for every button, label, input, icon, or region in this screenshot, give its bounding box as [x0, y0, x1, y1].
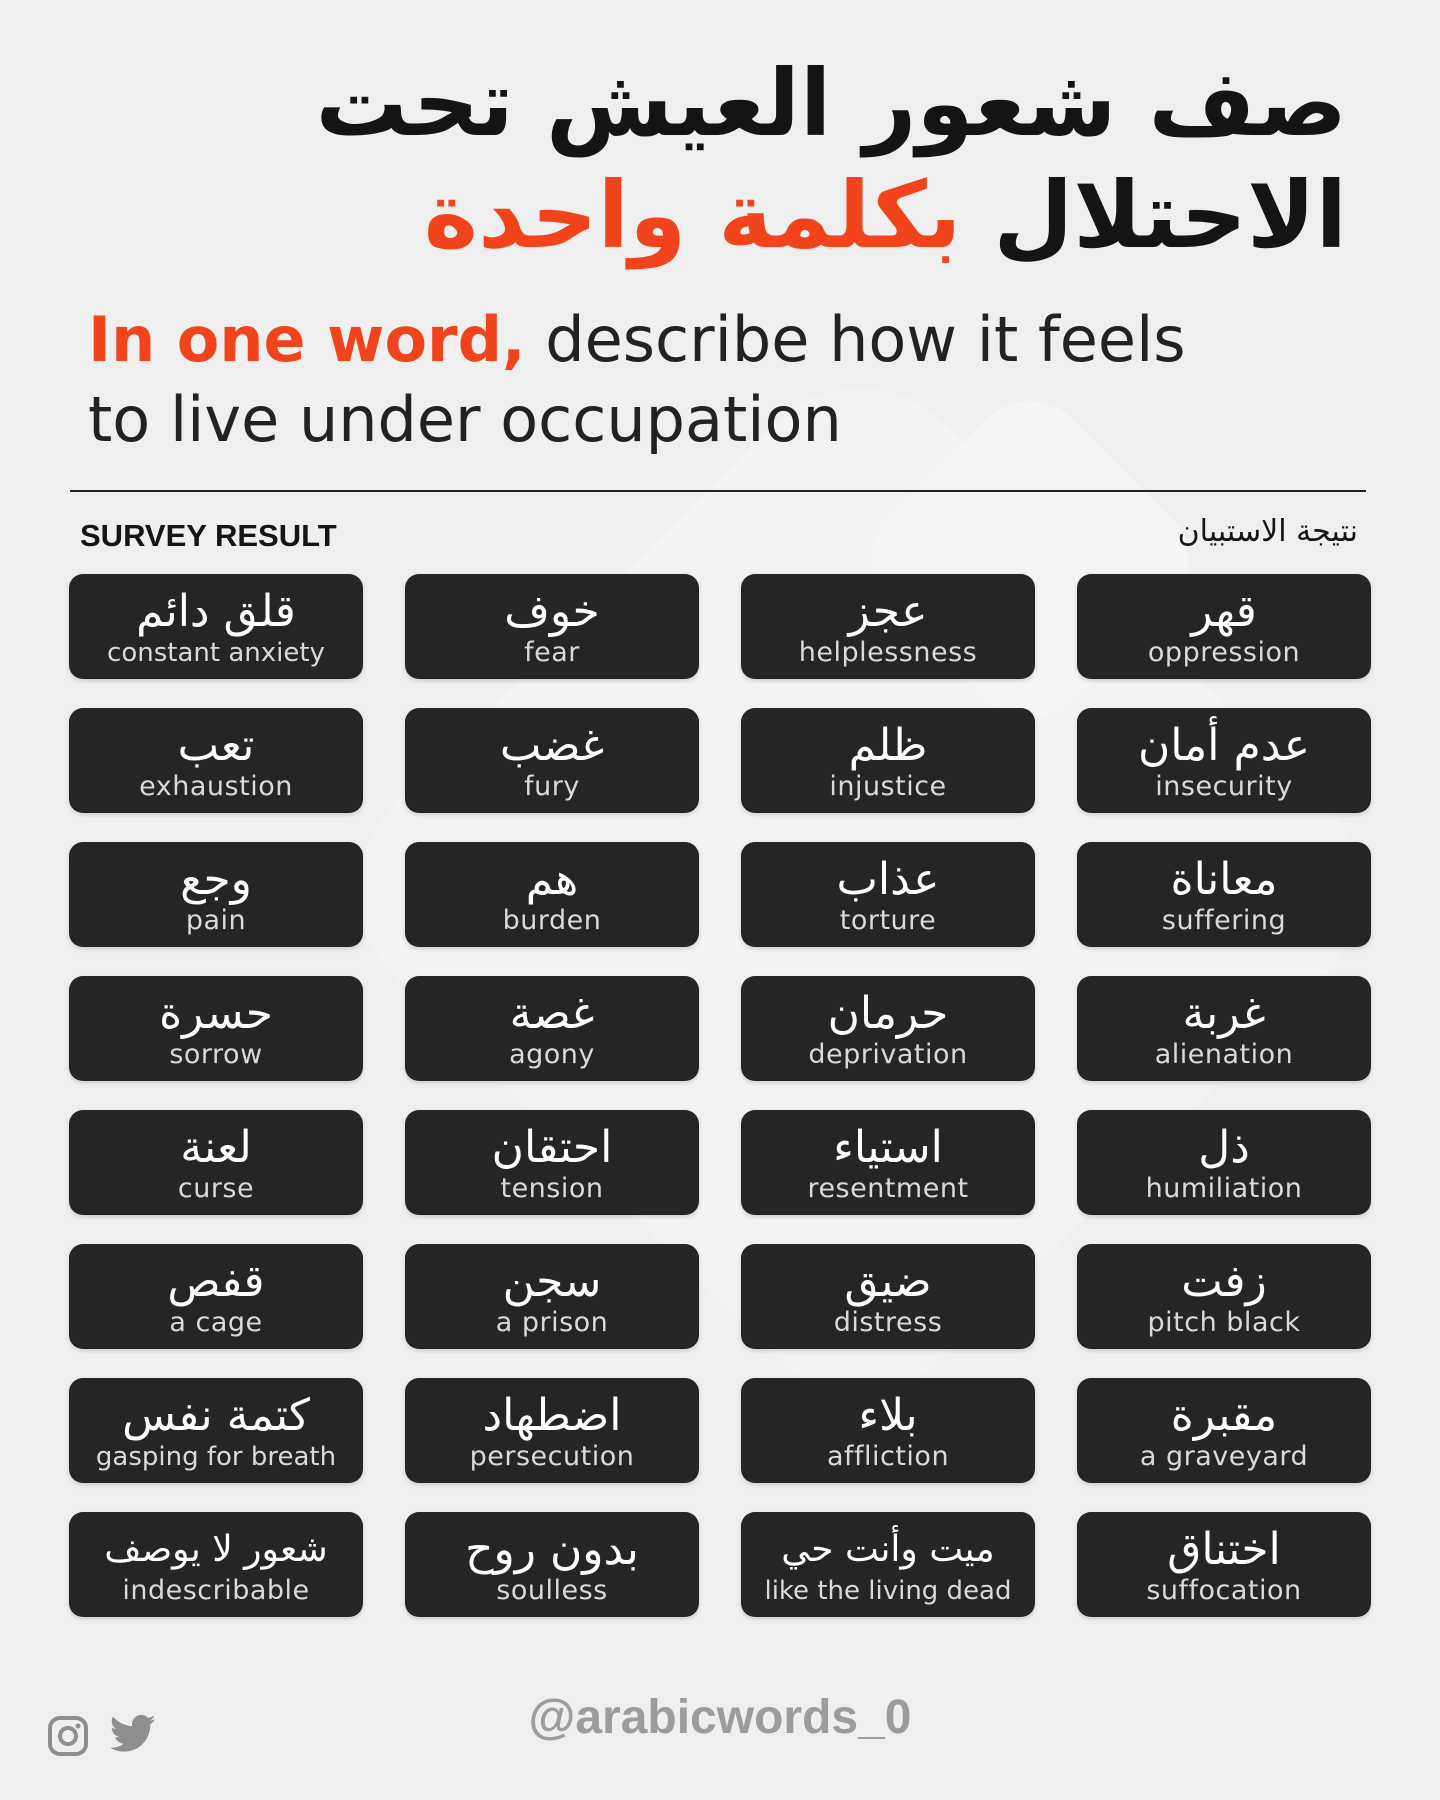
word-card — [405, 1244, 699, 1349]
word-card-arabic: سجن — [502, 1255, 602, 1307]
title-arabic-plain: الاحتلال — [993, 162, 1347, 269]
word-card-arabic: غضب — [499, 719, 605, 771]
word-card-arabic: كتمة نفس — [122, 1389, 310, 1441]
word-card-arabic: قفص — [167, 1255, 265, 1307]
word-card-english: fear — [524, 636, 580, 668]
word-card — [1077, 1244, 1371, 1349]
word-card-english: a graveyard — [1139, 1440, 1309, 1472]
word-card-english: indescribable — [122, 1574, 310, 1606]
word-card — [69, 1378, 363, 1483]
word-card — [1077, 574, 1371, 679]
word-card — [1077, 708, 1371, 813]
account-handle: @arabicwords_0 — [528, 1691, 912, 1744]
title-arabic-line2 — [247, 160, 1347, 272]
word-card — [1077, 1512, 1371, 1617]
word-card-english: persecution — [469, 1440, 635, 1472]
word-card-arabic: اختناق — [1167, 1523, 1281, 1575]
word-card-arabic: حسرة — [159, 987, 273, 1039]
word-card-english: like the living dead — [764, 1575, 1012, 1606]
word-card — [741, 1512, 1035, 1617]
word-card-english: a prison — [495, 1306, 609, 1338]
word-card-arabic: معاناة — [1170, 853, 1278, 905]
word-card-arabic: غصة — [509, 987, 595, 1039]
word-card — [69, 708, 363, 813]
word-card-english: alienation — [1154, 1038, 1294, 1070]
word-card-arabic: مقبرة — [1170, 1389, 1278, 1441]
word-card-english: gasping for breath — [95, 1441, 337, 1472]
word-card-arabic: شعور لا يوصف — [104, 1528, 328, 1570]
word-card — [405, 1378, 699, 1483]
word-card-arabic: ظلم — [848, 719, 928, 771]
word-card-arabic: غربة — [1182, 987, 1266, 1039]
word-card — [741, 842, 1035, 947]
divider — [70, 490, 1366, 492]
word-card-english: helplessness — [798, 636, 978, 668]
word-card-english: suffering — [1161, 904, 1287, 936]
word-card-arabic: قلق دائم — [136, 585, 296, 637]
word-card — [741, 1378, 1035, 1483]
word-card-arabic: ذل — [1198, 1121, 1250, 1173]
word-card-arabic: عدم أمان — [1137, 719, 1311, 771]
word-card — [405, 574, 699, 679]
word-card — [741, 574, 1035, 679]
word-card-arabic: هم — [525, 853, 579, 905]
word-card — [69, 574, 363, 679]
word-card — [405, 976, 699, 1081]
word-card-arabic: بلاء — [858, 1389, 918, 1441]
title-english-rest: describe how it feels to live under occupation — [88, 303, 1186, 456]
word-card-english: oppression — [1147, 636, 1301, 668]
word-card-english: resentment — [807, 1172, 969, 1204]
word-card — [69, 976, 363, 1081]
word-card — [69, 842, 363, 947]
word-card-arabic: ميت وأنت حي — [781, 1528, 995, 1570]
word-card-english: curse — [177, 1172, 255, 1204]
word-card-arabic: استياء — [833, 1121, 943, 1173]
word-card-english: pitch black — [1147, 1306, 1301, 1338]
word-card-english: exhaustion — [139, 770, 293, 802]
survey-label-arabic: نتيجة الاستبيان — [1177, 514, 1358, 549]
word-card-arabic: خوف — [504, 585, 600, 637]
word-card — [69, 1512, 363, 1617]
word-card-arabic: تعب — [177, 719, 255, 771]
word-card-arabic: احتقان — [491, 1121, 613, 1173]
title-english-accent: In one word, — [88, 303, 526, 376]
word-card-arabic: بدون روح — [465, 1523, 639, 1575]
word-card-english: tension — [500, 1172, 604, 1204]
word-card — [741, 1110, 1035, 1215]
survey-label-english: SURVEY RESULT — [80, 518, 337, 553]
word-card — [405, 1110, 699, 1215]
title-arabic-line1: صف شعور العيش تحت — [315, 50, 1347, 157]
word-card-english: burden — [502, 904, 602, 936]
word-card-english: sorrow — [169, 1038, 263, 1070]
word-grid — [69, 574, 1371, 1617]
word-card-english: a cage — [169, 1306, 263, 1338]
word-card-english: deprivation — [808, 1038, 968, 1070]
word-card — [741, 1244, 1035, 1349]
word-card — [741, 976, 1035, 1081]
title-arabic-accent: بكلمة واحدة — [423, 162, 962, 269]
word-card-arabic: زفت — [1181, 1255, 1267, 1307]
word-card-english: agony — [509, 1038, 595, 1070]
word-card — [1077, 842, 1371, 947]
word-card-english: fury — [524, 770, 580, 802]
word-card-english: distress — [833, 1306, 943, 1338]
word-card-arabic: اضطهاد — [482, 1389, 622, 1441]
word-card — [741, 708, 1035, 813]
word-card — [405, 1512, 699, 1617]
word-card-english: pain — [185, 904, 247, 936]
word-card-english: humiliation — [1145, 1172, 1303, 1204]
word-card-english: soulless — [496, 1574, 608, 1606]
word-card-arabic: وجع — [180, 853, 252, 905]
word-card — [1077, 1378, 1371, 1483]
word-card-english: insecurity — [1155, 770, 1293, 802]
word-card-arabic: عذاب — [836, 853, 940, 905]
title-english — [88, 300, 1208, 460]
word-card — [1077, 976, 1371, 1081]
word-card-english: torture — [839, 904, 937, 936]
word-card — [405, 842, 699, 947]
word-card — [1077, 1110, 1371, 1215]
word-card-arabic: لعنة — [180, 1121, 252, 1173]
word-card-arabic: حرمان — [827, 987, 949, 1039]
word-card-english: constant anxiety — [107, 637, 325, 668]
word-card-english: suffocation — [1146, 1574, 1302, 1606]
word-card-english: affliction — [826, 1440, 950, 1472]
word-card — [405, 708, 699, 813]
title-arabic — [247, 48, 1347, 272]
word-card-english: injustice — [829, 770, 947, 802]
word-card-arabic: عجز — [848, 585, 928, 637]
word-card-arabic: ضيق — [844, 1255, 932, 1307]
word-card — [69, 1244, 363, 1349]
word-card — [69, 1110, 363, 1215]
word-card-arabic: قهر — [1191, 585, 1257, 637]
